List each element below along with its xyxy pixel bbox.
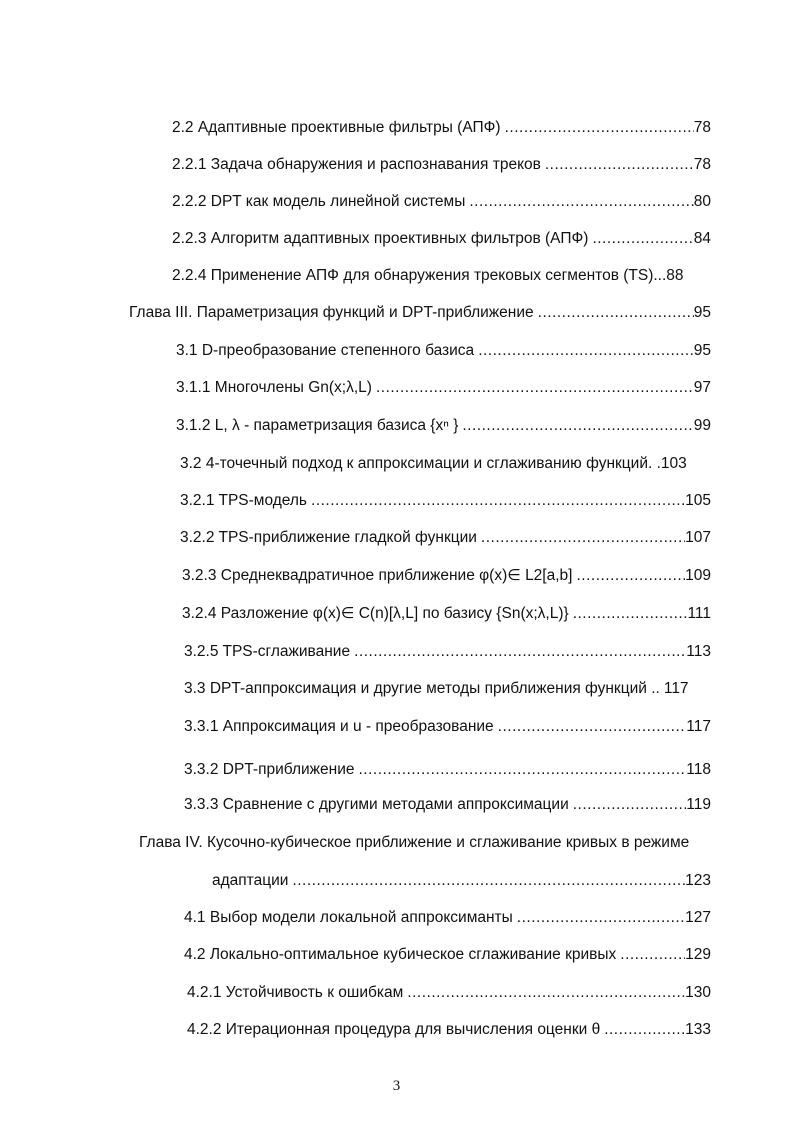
toc-leader-dots [569, 795, 687, 815]
toc-entry-page: 123 [685, 872, 711, 889]
toc-leader-dots [458, 416, 693, 436]
toc-entry-label: 3.2.4 Разложение φ(x)∈ C(n)[λ,L] по базису {Sn(x;λ,L)} [182, 605, 569, 622]
toc-entry [172, 155, 711, 175]
toc-entry-page: 97 [693, 379, 711, 396]
toc-leader-dots [354, 760, 686, 780]
toc-leader-dots [307, 491, 685, 511]
toc-entry-label: 3.2.3 Среднеквадратичное приближение φ(x)∈ L2[a,b] [182, 567, 573, 584]
toc-entry-page: 95 [693, 304, 711, 321]
toc-entry [180, 454, 711, 474]
toc-entry [184, 908, 711, 928]
toc-entry [184, 642, 711, 662]
toc-leader-dots [616, 945, 685, 965]
toc-entry-label: 4.1 Выбор модели локальной аппроксиманты [184, 909, 513, 926]
toc-entry-label: 2.2 Адаптивные проективные фильтры (АПФ) [172, 119, 501, 136]
toc-entry-label: 3.2 4-точечный подход к аппроксимации и сглаживанию функций. . [180, 455, 661, 472]
toc-entry-page: 105 [685, 492, 711, 509]
toc-entry [180, 491, 711, 511]
toc-entry-page: 117 [663, 680, 689, 697]
toc-entry-label: 4.2.1 Устойчивость к ошибкам [187, 984, 404, 1001]
toc-entry-page: 95 [693, 342, 711, 359]
toc-leader-dots [494, 717, 687, 737]
toc-entry-label: 3.3.2 DPT-приближение [184, 761, 355, 778]
toc-entry-label: 3.3.3 Сравнение с другими методами аппроксимации [184, 796, 569, 813]
toc-entry-page: 99 [693, 417, 711, 434]
toc-entry-page: 109 [685, 567, 711, 584]
toc-entry [182, 566, 711, 586]
toc-entry-page: 107 [685, 529, 711, 546]
toc-entry-label: 2.2.4 Применение АПФ для обнаружения трековых сегментов (TS).. [172, 267, 662, 284]
toc-entry-label: 3.3.1 Аппроксимация и u - преобразование [184, 718, 494, 735]
toc-leader-dots [588, 229, 693, 249]
toc-leader-dots [403, 983, 685, 1003]
toc-entry [187, 983, 711, 1003]
toc-entry-label: 2.2.2 DPT как модель линейной системы [172, 193, 466, 210]
toc-entry-page: 133 [685, 1021, 711, 1038]
toc-entry-page: 111 [687, 605, 711, 622]
toc-leader-dots [465, 192, 693, 212]
toc-leader-dots [569, 604, 688, 624]
toc-leader-dots [501, 118, 694, 138]
toc-leader-dots [372, 378, 694, 398]
toc-entry-label: 4.2 Локально-оптимальное кубическое сглаживание кривых [184, 946, 617, 963]
toc-entry-page: 84 [693, 230, 711, 247]
toc-leader-dots [474, 341, 694, 361]
toc-leader-dots [534, 303, 694, 323]
page-number: 3 [392, 1078, 401, 1094]
toc-entry [184, 679, 711, 699]
toc-entry-page: 78 [693, 119, 711, 136]
toc-leader-dots [572, 566, 685, 586]
toc-leader-dots [600, 1020, 685, 1040]
toc-entry-label: 2.2.1 Задача обнаружения и распознавания треков [172, 156, 541, 173]
toc-entry [184, 760, 711, 780]
toc-entry-label: 4.2.2 Итерационная процедура для вычисления оценки θ [187, 1021, 601, 1038]
toc-chapter-entry [129, 303, 711, 323]
toc-entry-page: 113 [686, 643, 711, 660]
toc-leader-dots [288, 871, 685, 891]
toc-entry-page: 119 [686, 796, 711, 813]
toc-entry [172, 118, 711, 138]
toc-entry [176, 341, 711, 361]
toc-entry [172, 266, 711, 286]
toc-entry [182, 604, 711, 624]
toc-entry-label: 3.2.5 TPS-сглаживание [184, 643, 351, 660]
toc-entry-label: адаптации [212, 872, 289, 889]
toc-entry [176, 416, 711, 436]
toc-entry [172, 192, 711, 212]
toc-entry-label: 3.2.2 TPS-приближение гладкой функции [180, 529, 477, 546]
toc-chapter-heading [139, 833, 689, 853]
toc-entry [184, 795, 711, 815]
toc-entry-label: 3.1 D-преобразование степенного базиса [176, 342, 475, 359]
toc-leader-dots [541, 155, 694, 175]
toc-entry-page: 127 [685, 909, 711, 926]
toc-leader-dots [513, 908, 685, 928]
toc-entry-page: 130 [685, 984, 711, 1001]
toc-leader-dots [477, 528, 685, 548]
toc-entry-label: 2.2.3 Алгоритм адаптивных проективных фильтров (АПФ) [172, 230, 589, 247]
toc-entry-page: 118 [686, 761, 711, 778]
toc-entry-label: 3.1.2 L, λ - параметризация базиса {xⁿ } [176, 417, 459, 434]
toc-entry-page: 117 [686, 718, 711, 735]
toc-leader-dots [350, 642, 686, 662]
toc-entry-continuation [212, 871, 711, 891]
toc-entry-label: 3.2.1 TPS-модель [180, 492, 308, 509]
toc-entry-page: 80 [693, 193, 711, 210]
toc-entry-label: Глава IV. Кусочно-кубическое приближение и сглаживание кривых в режиме [139, 834, 690, 851]
toc-entry-label: 3.1.1 Многочлены Gn(x;λ,L) [176, 379, 372, 396]
toc-entry [176, 378, 711, 398]
toc-entry-page: 78 [693, 156, 711, 173]
toc-entry [180, 528, 711, 548]
toc-entry-page: .88 [661, 267, 684, 284]
toc-entry-page: 103 [660, 455, 687, 472]
toc-entry-label: 3.3 DPT-аппроксимация и другие методы приближения функций .. [184, 680, 660, 697]
toc-entry-label: Глава III. Параметризация функций и DPT-приближение [129, 304, 534, 321]
toc-entry [172, 229, 711, 249]
toc-entry [184, 717, 711, 737]
toc-entry [184, 945, 711, 965]
toc-entry [187, 1020, 711, 1040]
toc-entry-page: 129 [685, 946, 711, 963]
